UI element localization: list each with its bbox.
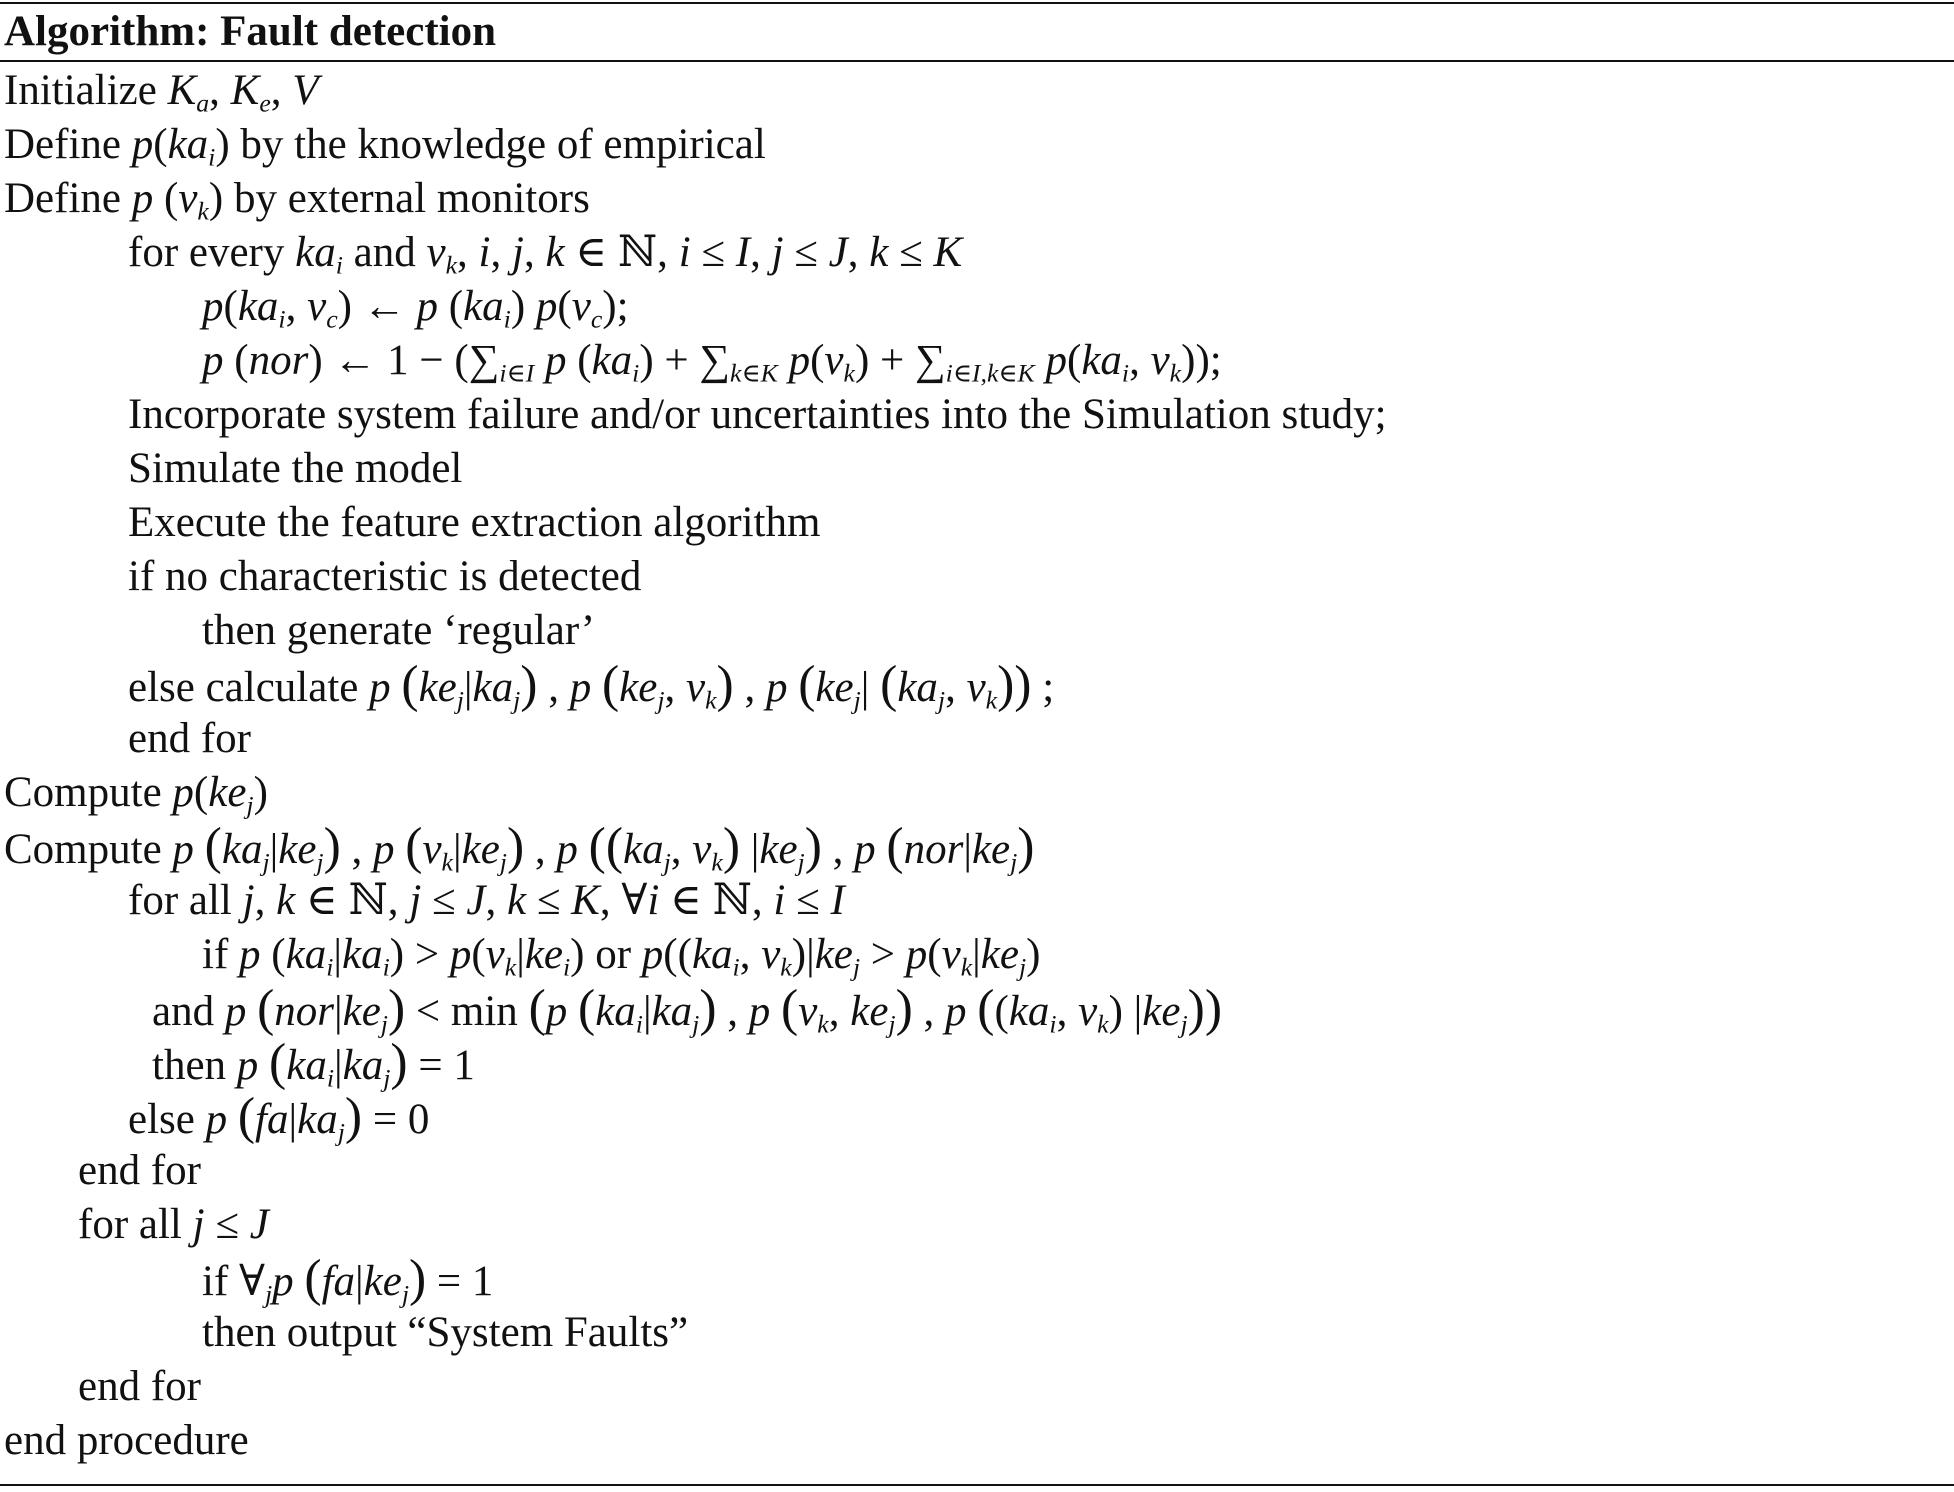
bottom-rule bbox=[0, 1484, 1954, 1486]
algorithm-line: end for bbox=[78, 1363, 201, 1410]
algorithm-line: Initialize $K_a$, $K_e$, V bbox=[4, 67, 319, 118]
algorithm-title: Algorithm: Fault detection bbox=[4, 8, 497, 55]
algorithm-line: if $\forall_jp$ $(fa|ke_j) = 1$ bbox=[202, 1250, 494, 1309]
algorithm-line: then generate ‘regular’ bbox=[202, 607, 596, 654]
algorithm-line: then p $(ka_i|ka_j) = 1$ bbox=[152, 1034, 475, 1093]
algorithm-line: for every $ka_i$ and $v_k$, i, j, k ∈ ℕ, i ≤ I, j ≤ J, k ≤ K bbox=[128, 229, 963, 280]
top-rule bbox=[0, 2, 1954, 4]
algorithm-line: else p $(fa|ka_j) = 0$ bbox=[128, 1088, 430, 1147]
algorithm-line: if no characteristic is detected bbox=[128, 553, 642, 600]
algorithm-line: and p $(nor|ke_j) < \min (p$ $(ka_i|ka_j)$ , p ($v_k$, $ke_j$) , p (($ka_i$, $v_k$) $|ke_j$)) bbox=[152, 980, 1223, 1039]
algorithm-line: if p $(ka_i|ka_i) > p(v_k|ke_i)$ or $p((ka_i$, $v_k)|ke_j > p(v_k|ke_j)$ bbox=[202, 931, 1041, 982]
algorithm-line: Compute $p(ke_j)$ bbox=[4, 769, 268, 820]
algorithm-line: end for bbox=[128, 715, 251, 762]
algorithm-line: Compute p $(ka_j|ke_j)$ , p $(v_k|ke_j)$ , p (($ka_j$, $v_k$) $|ke_j$) , p $(nor|ke_j)$ bbox=[4, 818, 1035, 877]
algorithm-line: then output “System Faults” bbox=[202, 1309, 689, 1356]
algorithm-line: end for bbox=[78, 1147, 201, 1194]
algorithm-line: Define $p(ka_i)$ by the knowledge of empirical bbox=[4, 121, 766, 172]
algorithm-line: p (nor) ← $1 - (\sum_{i\in I}$ p $(ka_i) + \sum_{k\in K}$ $p(v_k) + \sum_{i\in I,k\in K}$ $p(ka_i$, $v_k$)); bbox=[202, 337, 1222, 388]
algorithm-line: Incorporate system failure and/or uncertainties into the Simulation study; bbox=[128, 391, 1387, 438]
algorithm-line: else calculate p $(ke_j|ka_j)$ , p ($ke_j$, $v_k$) , p ($ke_j|$ ($ka_j$, $v_k$)) ; bbox=[128, 656, 1055, 715]
algorithm-line: Execute the feature extraction algorithm bbox=[128, 499, 821, 546]
header-rule bbox=[0, 60, 1954, 62]
algorithm-line: Simulate the model bbox=[128, 445, 463, 492]
algorithm-line: end procedure bbox=[4, 1417, 249, 1464]
algorithm-line: for all j ≤ J bbox=[78, 1201, 269, 1248]
algorithm-line: for all j, k ∈ ℕ, j ≤ J, k ≤ K, ∀i ∈ ℕ, i ≤ I bbox=[128, 877, 845, 924]
algorithm-line: Define p $(v_k)$ by external monitors bbox=[4, 175, 590, 226]
algorithm-line: $p(ka_i$, $v_c$) ← p $(ka_i)$ $p(v_c)$; bbox=[202, 283, 629, 334]
